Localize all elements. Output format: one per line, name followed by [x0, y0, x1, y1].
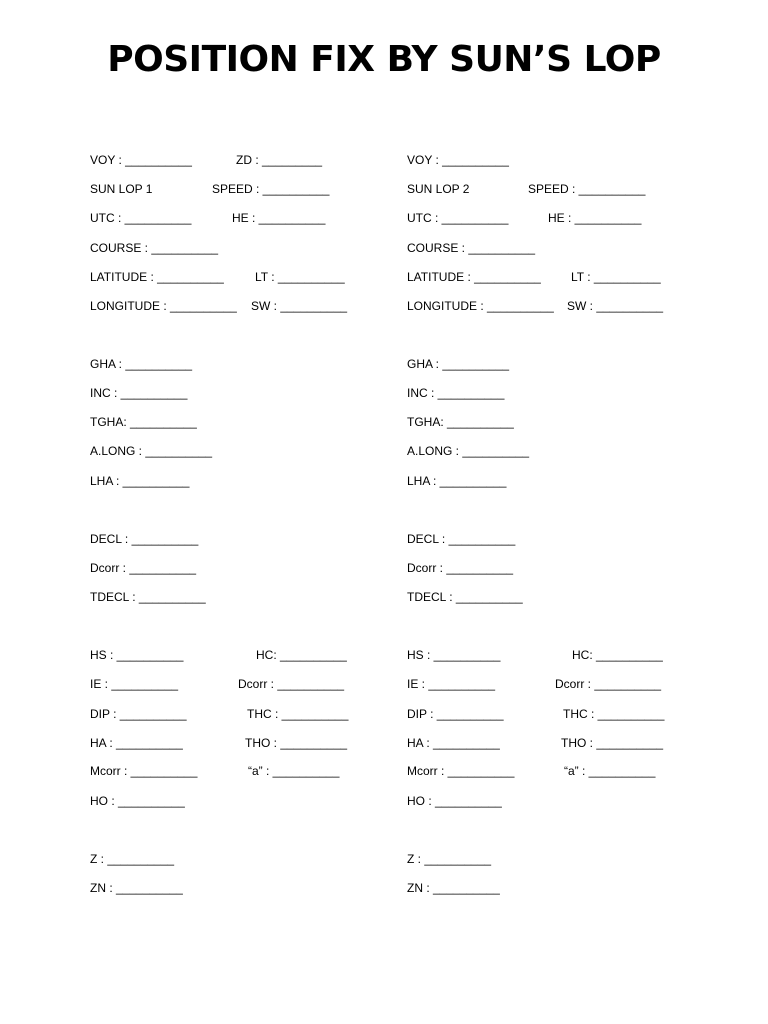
latitude-field-right[interactable]: LATITUDE : __________: [407, 270, 541, 284]
ie-field-right[interactable]: IE : __________: [407, 677, 496, 691]
tgha-field-right[interactable]: TGHA: __________: [407, 415, 514, 429]
dcorr-field-left[interactable]: Dcorr : __________: [238, 677, 345, 691]
thc-field-left[interactable]: THC : __________: [247, 707, 349, 721]
a-field-left[interactable]: “a” : __________: [248, 764, 340, 778]
ho-field-left[interactable]: HO : __________: [90, 794, 185, 808]
sun-lop-label-left: SUN LOP 1: [90, 182, 153, 196]
he-field-left[interactable]: HE : __________: [232, 211, 326, 225]
hc-field-right[interactable]: HC: __________: [572, 648, 663, 662]
z-field-right[interactable]: Z : __________: [407, 852, 492, 866]
mcorr-field-right[interactable]: Mcorr : __________: [407, 764, 515, 778]
dip-field-left[interactable]: DIP : __________: [90, 707, 187, 721]
tho-field-left[interactable]: THO : __________: [245, 736, 348, 750]
mcorr-field-left[interactable]: Mcorr : __________: [90, 764, 198, 778]
lt-field-left[interactable]: LT : __________: [255, 270, 345, 284]
course-field-right[interactable]: COURSE : __________: [407, 241, 536, 255]
decl-field-left[interactable]: DECL : __________: [90, 532, 199, 546]
along-field-left[interactable]: A.LONG : __________: [90, 444, 213, 458]
zd-field-left[interactable]: ZD : _________: [236, 153, 323, 167]
longitude-field-left[interactable]: LONGITUDE : __________: [90, 299, 237, 313]
decl-dcorr-field-right[interactable]: Dcorr : __________: [407, 561, 514, 575]
gha-field-right[interactable]: GHA : __________: [407, 357, 510, 371]
a-field-right[interactable]: “a” : __________: [564, 764, 656, 778]
inc-field-left[interactable]: INC : __________: [90, 386, 188, 400]
tgha-field-left[interactable]: TGHA: __________: [90, 415, 197, 429]
longitude-field-right[interactable]: LONGITUDE : __________: [407, 299, 554, 313]
zn-field-left[interactable]: ZN : __________: [90, 881, 183, 895]
sw-field-left[interactable]: SW : __________: [251, 299, 348, 313]
ha-field-left[interactable]: HA : __________: [90, 736, 183, 750]
gha-field-left[interactable]: GHA : __________: [90, 357, 193, 371]
along-field-right[interactable]: A.LONG : __________: [407, 444, 530, 458]
course-field-left[interactable]: COURSE : __________: [90, 241, 219, 255]
hc-field-left[interactable]: HC: __________: [256, 648, 347, 662]
speed-field-left[interactable]: SPEED : __________: [212, 182, 330, 196]
z-field-left[interactable]: Z : __________: [90, 852, 175, 866]
sun-lop-label-right: SUN LOP 2: [407, 182, 470, 196]
hs-field-right[interactable]: HS : __________: [407, 648, 501, 662]
lt-field-right[interactable]: LT : __________: [571, 270, 661, 284]
latitude-field-left[interactable]: LATITUDE : __________: [90, 270, 224, 284]
tdecl-field-right[interactable]: TDECL : __________: [407, 590, 523, 604]
sw-field-right[interactable]: SW : __________: [567, 299, 664, 313]
voy-field-right[interactable]: VOY : __________: [407, 153, 509, 167]
ha-field-right[interactable]: HA : __________: [407, 736, 500, 750]
voy-field-left[interactable]: VOY : __________: [90, 153, 192, 167]
tho-field-right[interactable]: THO : __________: [561, 736, 664, 750]
utc-field-left[interactable]: UTC : __________: [90, 211, 192, 225]
lha-field-left[interactable]: LHA : __________: [90, 474, 190, 488]
dip-field-right[interactable]: DIP : __________: [407, 707, 504, 721]
he-field-right[interactable]: HE : __________: [548, 211, 642, 225]
decl-dcorr-field-left[interactable]: Dcorr : __________: [90, 561, 197, 575]
zn-field-right[interactable]: ZN : __________: [407, 881, 500, 895]
ho-field-right[interactable]: HO : __________: [407, 794, 502, 808]
dcorr-field-right[interactable]: Dcorr : __________: [555, 677, 662, 691]
ie-field-left[interactable]: IE : __________: [90, 677, 179, 691]
hs-field-left[interactable]: HS : __________: [90, 648, 184, 662]
utc-field-right[interactable]: UTC : __________: [407, 211, 509, 225]
lha-field-right[interactable]: LHA : __________: [407, 474, 507, 488]
speed-field-right[interactable]: SPEED : __________: [528, 182, 646, 196]
page-title: POSITION FIX BY SUN’S LOP: [107, 39, 661, 80]
thc-field-right[interactable]: THC : __________: [563, 707, 665, 721]
inc-field-right[interactable]: INC : __________: [407, 386, 505, 400]
tdecl-field-left[interactable]: TDECL : __________: [90, 590, 206, 604]
decl-field-right[interactable]: DECL : __________: [407, 532, 516, 546]
